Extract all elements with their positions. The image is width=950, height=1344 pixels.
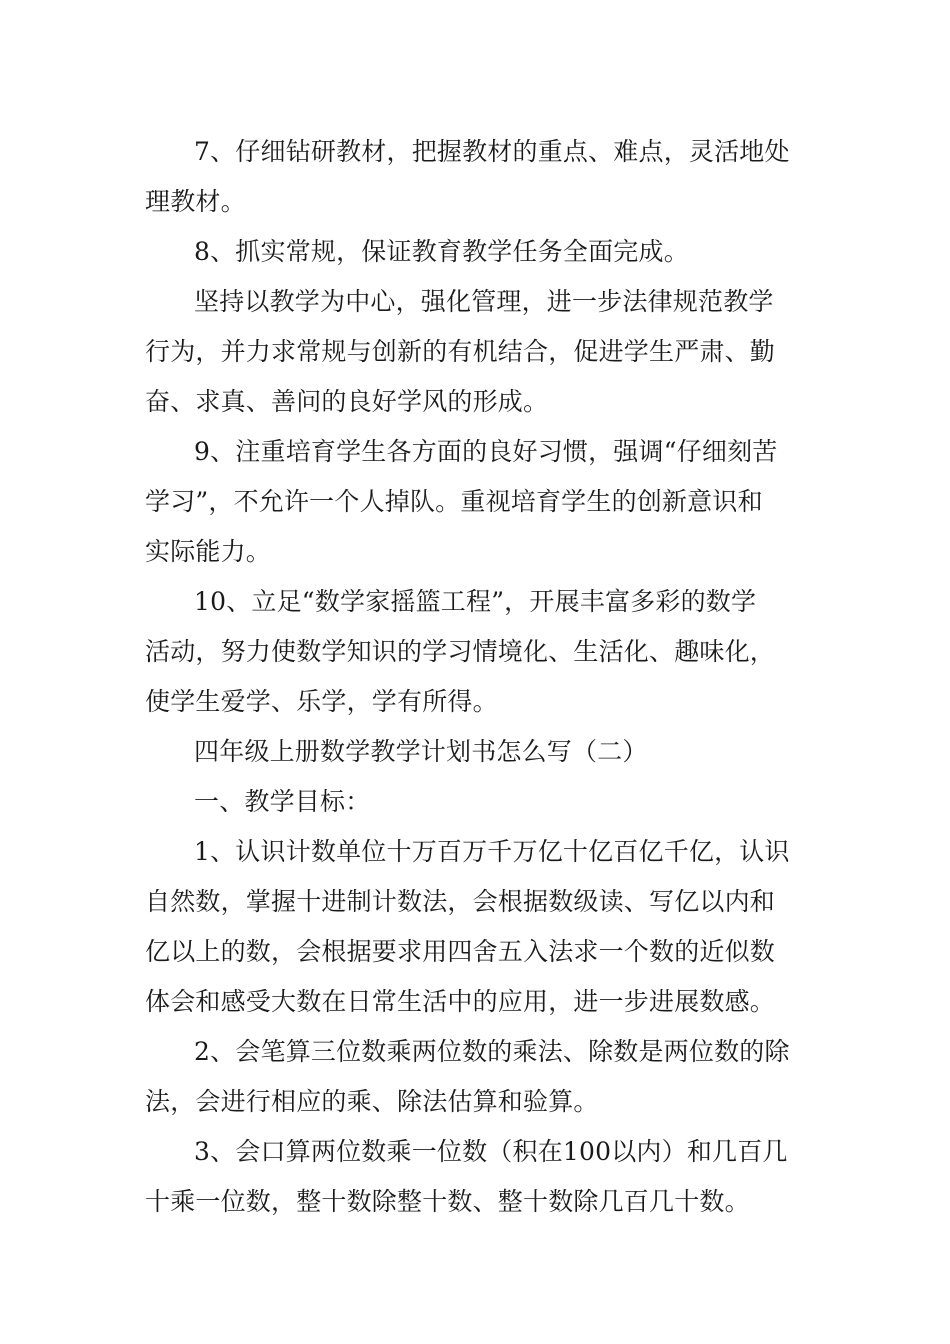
paragraph-line: 7、仔细钻研教材，把握教材的重点、难点，灵活地处 — [194, 137, 790, 166]
paragraph-line: 2、会笔算三位数乘两位数的乘法、除数是两位数的除 — [194, 1037, 790, 1066]
paragraph-line: 8、抓实常规，保证教育教学任务全面完成。 — [194, 237, 689, 266]
paragraph-line: 9、注重培育学生各方面的良好习惯，强调“仔细刻苦 — [194, 437, 778, 466]
paragraph-line: 行为，并力求常规与创新的有机结合，促进学生严肃、勤 — [145, 337, 776, 366]
paragraph-line: 奋、求真、善问的良好学风的形成。 — [145, 387, 549, 416]
paragraph-line: 3、会口算两位数乘一位数（积在100以内）和几百几 — [194, 1137, 788, 1166]
paragraph-line: 10、立足“数学家摇篮工程”，开展丰富多彩的数学 — [194, 587, 757, 616]
paragraph-line: 理教材。 — [145, 187, 246, 216]
paragraph-line: 1、认识计数单位十万百万千万亿十亿百亿千亿，认识 — [194, 837, 790, 866]
paragraph-line: 亿以上的数，会根据要求用四舍五入法求一个数的近似数 — [145, 937, 776, 966]
paragraph-line: 自然数，掌握十进制计数法，会根据数级读、写亿以内和 — [145, 887, 776, 916]
paragraph-line: 十乘一位数，整十数除整十数、整十数除几百几十数。 — [145, 1187, 750, 1216]
paragraph-line: 坚持以教学为中心，强化管理，进一步法律规范教学 — [194, 287, 774, 316]
paragraph-line: 学习”，不允许一个人掉队。重视培育学生的创新意识和 — [145, 487, 763, 516]
paragraph-line: 体会和感受大数在日常生活中的应用，进一步进展数感。 — [145, 987, 776, 1016]
paragraph-line: 使学生爱学、乐学，学有所得。 — [145, 687, 498, 716]
paragraph-line: 活动，努力使数学知识的学习情境化、生活化、趣味化， — [145, 637, 776, 666]
paragraph-line: 实际能力。 — [145, 537, 272, 566]
paragraph-line: 法，会进行相应的乘、除法估算和验算。 — [145, 1087, 599, 1116]
subsection-heading: 一、教学目标： — [194, 787, 371, 816]
section-heading: 四年级上册数学教学计划书怎么写（二） — [194, 737, 648, 766]
